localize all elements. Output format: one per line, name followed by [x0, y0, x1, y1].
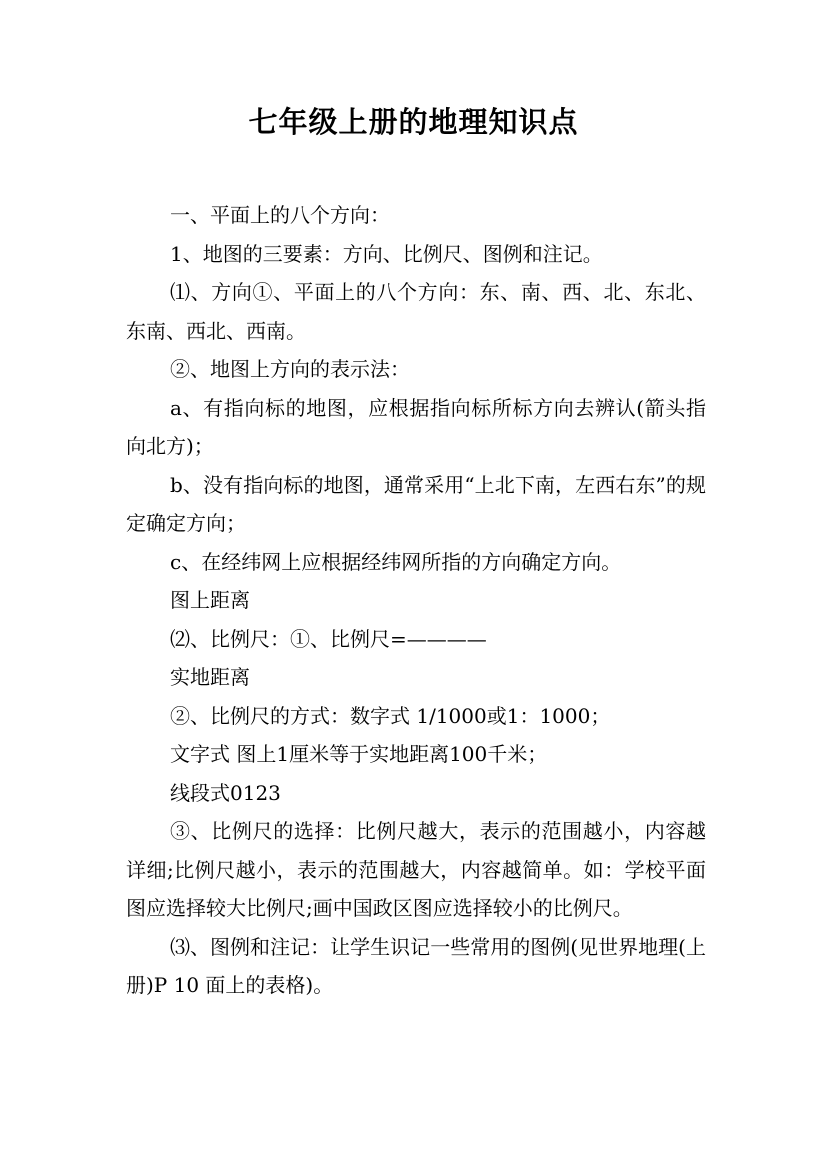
- document-title: 七年级上册的地理知识点: [248, 105, 579, 139]
- paragraph: 1、地图的三要素：方向、比例尺、图例和注记。: [170, 241, 603, 266]
- paragraph: 线段式0123: [170, 780, 281, 805]
- paragraph: 实地距离: [170, 665, 250, 689]
- paragraph: a、有指向标的地图，应根据指向标所标方向去辨认(箭头指向北方)；: [126, 395, 706, 458]
- paragraph: ⑴、方向①、平面上的八个方向：东、南、西、北、东北、东南、西北、西南。: [126, 280, 706, 343]
- paragraph: ⑵、比例尺：①、比例尺=————: [170, 626, 487, 651]
- paragraph: 图上距离: [170, 588, 250, 612]
- paragraph: b、没有指向标的地图，通常采用“上北下南，左西右东”的规定确定方向；: [126, 472, 706, 535]
- paragraph: ③、比例尺的选择：比例尺越大，表示的范围越小，内容越详细;比例尺越小，表示的范围越大，内容越简单。如：学校平面图应选择较大比例尺;画中国政区图应选择较小的比例尺。: [126, 819, 706, 920]
- paragraph: ②、地图上方向的表示法：: [170, 357, 410, 381]
- paragraph: 文字式 图上1厘米等于实地距离100千米；: [170, 742, 548, 766]
- paragraph: c、在经纬网上应根据经纬网所指的方向确定方向。: [170, 549, 622, 574]
- paragraph: ⑶、图例和注记：让学生识记一些常用的图例(见世界地理(上册)P 10 面上的表格)。: [126, 934, 706, 997]
- paragraph: 一、平面上的八个方向：: [170, 203, 390, 227]
- document-body: [126, 196, 706, 1005]
- paragraph: ②、比例尺的方式：数字式 1/1000或1：1000；: [170, 703, 611, 728]
